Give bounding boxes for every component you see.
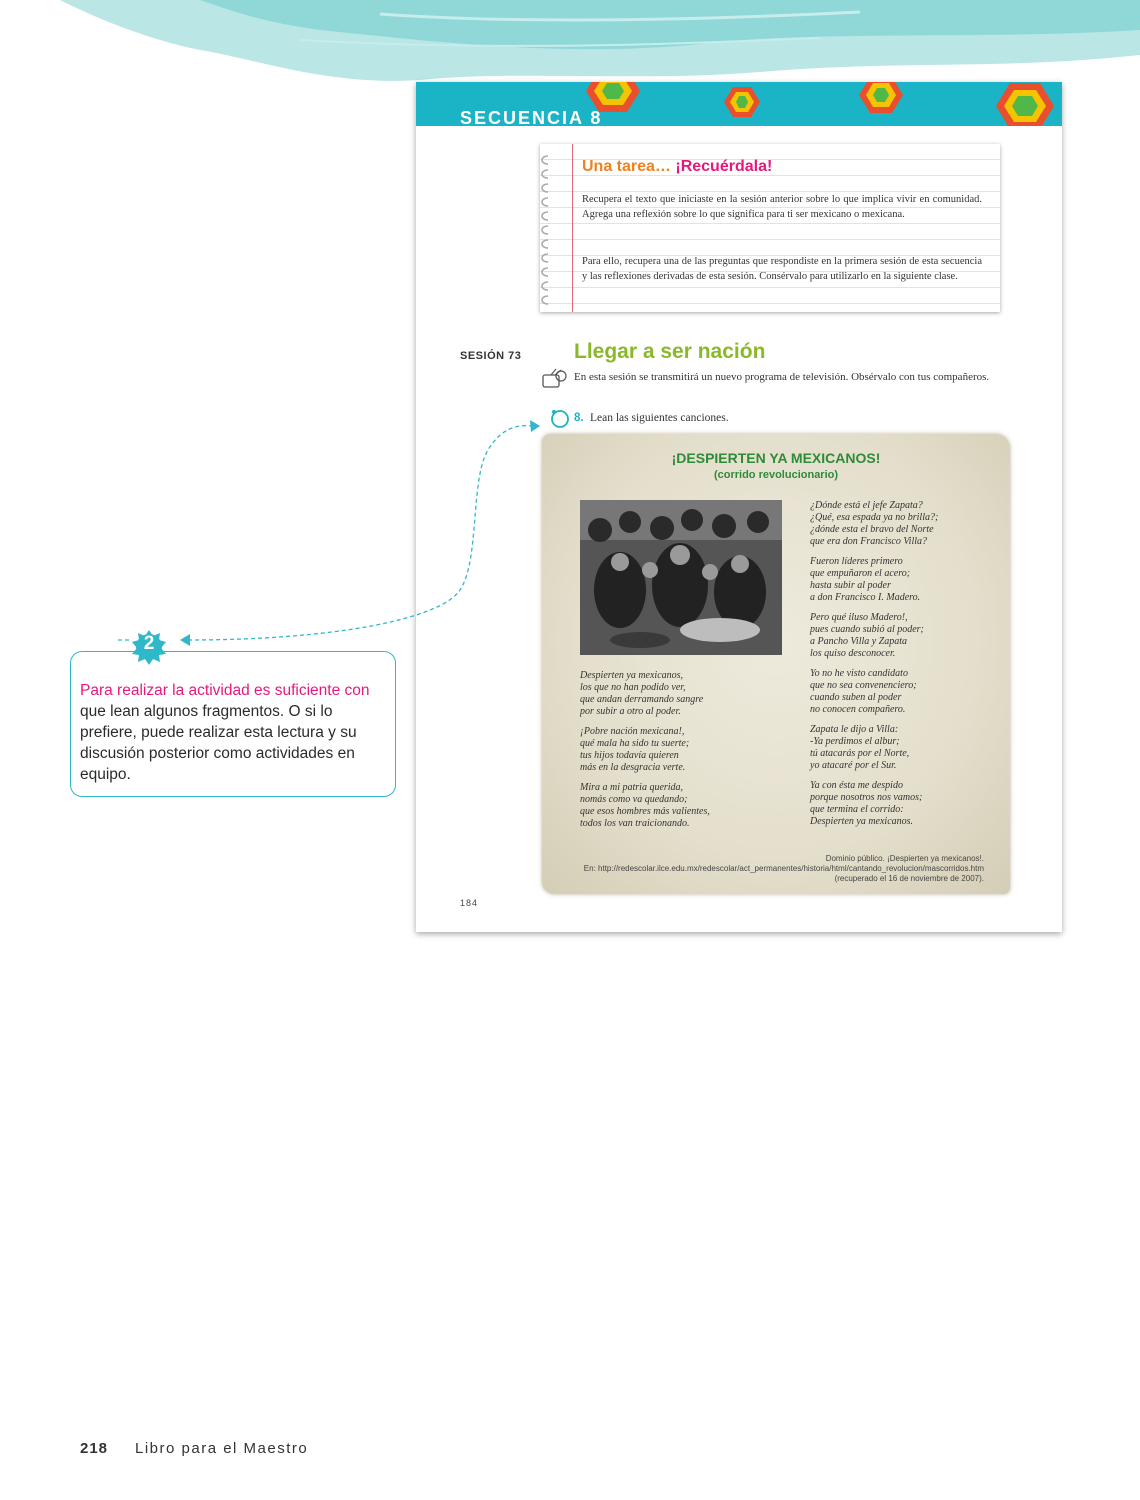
footer-book-title: Libro para el Maestro (135, 1440, 309, 1457)
hexagon-decoration-icon (724, 86, 760, 118)
note-paragraph: Para ello, recupera una de las preguntas que respondiste en la primera sesión de esta secuencia y las reflexiones derivadas de esta sesión. Consérvalo para utilizarlo en la siguiente clase. (582, 256, 982, 282)
song-stanza: Despierten ya mexicanos, los que no han podido ver, que andan derramando sangre por subir a otro al poder. (580, 670, 704, 717)
reminder-note-card (540, 144, 1000, 312)
television-icon (542, 368, 568, 390)
notebook-spiral-icon (534, 150, 558, 310)
note-title-part2: ¡Recuérdala! (675, 158, 773, 175)
song-credit (584, 854, 984, 884)
activity-circle-icon (550, 409, 570, 429)
credit-line: En: http://redescolar.ilce.edu.mx/redescolar/act_permanentes/historia/html/cantando_revolucion/mascorridos.htm (583, 864, 984, 873)
song-stanza: Mira a mi patria querida, nomás como va quedando; que esos hombres más valientes, todos los van traicionando. (580, 782, 710, 829)
note-margin-line (572, 144, 573, 312)
credit-line: Dominio público. ¡Despierten ya mexicanos!. (825, 854, 984, 863)
sequence-header-band (416, 82, 1062, 126)
footer-page-number: 218 (80, 1440, 109, 1457)
song-stanza: Fueron líderes primero que empuñaron el acero; hasta subir al poder a don Francisco I. Madero. (810, 556, 921, 603)
hexagon-decoration-icon (586, 82, 640, 114)
hexagon-decoration-icon (859, 82, 903, 114)
song-subtitle: (corrido revolucionario) (713, 469, 839, 481)
song-stanza: Zapata le dijo a Villa: -Ya perdimos el albur; tú atacarás por el Norte, yo atacaré por el Sur. (810, 724, 910, 771)
note-paragraph: Recupera el texto que iniciaste en la sesión anterior sobre lo que implica vivir en comunidad. Agrega una reflexión sobre lo que significa para ti ser mexicano o mexicana. (582, 194, 982, 220)
student-page (416, 82, 1062, 932)
student-page-number: 184 (460, 898, 479, 908)
activity-instruction: Lean las siguientes canciones. (590, 412, 729, 424)
song-stanza: ¿Dónde está el jefe Zapata? ¿Qué, esa espada ya no brilla?; ¿dónde esta el bravo del Norte que era don Francisco Villa? (810, 500, 939, 547)
credit-line: (recuperado el 16 de noviembre de 2007). (834, 874, 984, 883)
sequence-title: SECUENCIA 8 (460, 108, 603, 126)
note-title-part1: Una tarea… (582, 158, 671, 175)
callout-text (80, 680, 380, 785)
teacher-note-callout (70, 651, 396, 797)
activity-number: 8. (574, 412, 584, 424)
song-stanza: ¡Pobre nación mexicana!, qué mala ha sido tu suerte; tus hijos todavía quieren más en la desgracia verte. (580, 726, 690, 773)
revolutionaries-photo (580, 500, 782, 655)
session-title: Llegar a ser nación (574, 340, 766, 363)
note-title (582, 158, 772, 176)
tv-session-text: En esta sesión se transmitirá un nuevo programa de televisión. Obsérvalo con tus compañeros. (574, 371, 990, 383)
song-parchment (542, 434, 1010, 894)
song-stanza: Ya con ésta me despido porque nosotros nos vamos; que termina el corrido: Despierten ya mexicanos. (810, 780, 923, 827)
song-stanza: Pero qué iluso Madero!, pues cuando subió al poder; a Pancho Villa y Zapata los quiso desconocer. (810, 612, 924, 659)
song-stanza: Yo no he visto candidato que no sea convenenciero; cuando suben al poder no conocen compañero. (810, 668, 917, 715)
callout-highlight: Para realizar la actividad es suficiente con (80, 682, 370, 699)
brush-stroke-decoration (0, 0, 1140, 90)
callout-body: que lean algunos fragmentos. O si lo prefiere, puede realizar esta lectura y su discusión posterior como actividades en equipo. (80, 703, 357, 783)
callout-badge-number: 2 (143, 633, 155, 654)
hexagon-decoration-icon (996, 82, 1054, 126)
session-label: SESIÓN 73 (460, 350, 522, 362)
song-title: ¡DESPIERTEN YA MEXICANOS! (671, 450, 881, 466)
